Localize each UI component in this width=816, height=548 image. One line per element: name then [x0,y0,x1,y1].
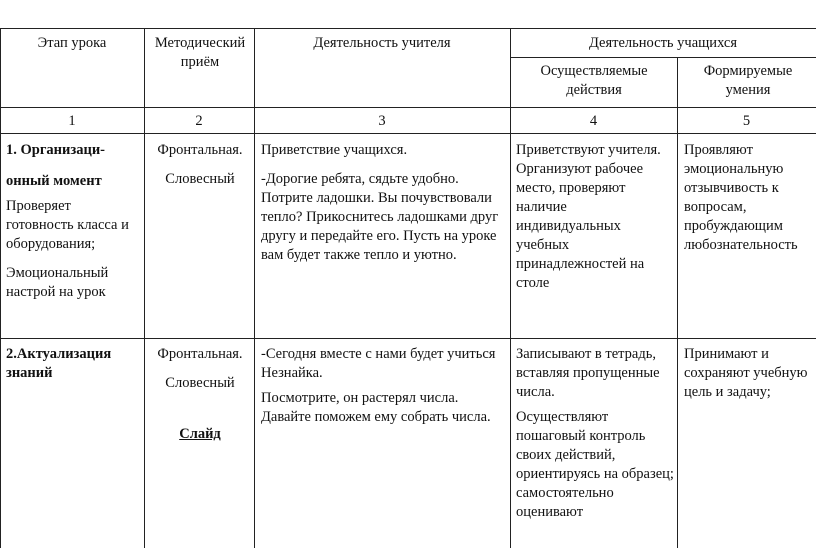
column-number-4: 4 [589,113,598,129]
row2-skills-cell [684,345,815,402]
row1-stage-text2: Эмоциональный настрой на урок [6,265,109,300]
table-divider-numbers-top [0,107,816,108]
row2-method-slide: Слайд [179,426,221,442]
header-method: Методический приём [154,35,246,70]
row2-method-line1: Фронтальная. [157,346,243,362]
table-divider-row2 [0,338,816,339]
table-divider-numbers-bottom [0,133,816,134]
row2-method-line2: Словесный [165,375,235,391]
row1-stage-cell [6,141,140,302]
row1-stage-text1: Проверяет готовность класса и оборудования; [6,198,129,252]
table-divider-subheader [510,57,816,58]
row1-teacher-text1: Приветствие учащихся. [261,142,408,158]
column-number-2: 2 [195,113,203,129]
column-number-5: 5 [742,113,751,129]
column-divider-1 [144,28,145,548]
row2-actions-text2: Осуществляют пошаговый контроль своих действий, ориентируясь на образец; самостоятельно оценивают [516,409,674,520]
row1-actions-text1: Приветствуют учителя. Организуют рабочее место, проверяют наличие индивидуальных учебных принадлежностей на столе [516,142,661,291]
row2-teacher-text2: Посмотрите, он растерял числа. Давайте поможем ему собрать числа. [261,390,491,425]
row1-teacher-cell [261,141,505,265]
header-skills: Формируемые умения [703,63,793,98]
row2-teacher-cell [261,345,505,427]
row1-skills-cell [684,141,815,255]
row2-teacher-text1: -Сегодня вместе с нами будет учиться Незнайка. [261,346,496,381]
row1-actions-cell [516,141,674,293]
row1-method-line2: Словесный [165,171,235,187]
row2-method-cell [146,345,254,444]
row1-stage-title-line1: 1. Организаци- [6,142,106,158]
row2-stage-title: 2.Актуализация знаний [6,346,112,381]
column-divider-3 [510,28,511,548]
header-teacher: Деятельность учителя [313,35,451,51]
row1-stage-title-line2: онный момент [6,173,102,189]
row2-actions-cell [516,345,674,522]
row2-stage-cell [6,345,140,383]
header-actions: Осуществляемые действия [540,63,648,98]
row1-method-line1: Фронтальная. [157,142,243,158]
row2-skills-text1: Принимают и сохраняют учебную цель и задачу; [684,346,808,400]
header-stage: Этап урока [37,35,107,51]
header-students: Деятельность учащихся [588,35,738,51]
row2-actions-text1: Записывают в тетрадь, вставляя пропущенные числа. [516,346,660,400]
row1-skills-text1: Проявляют эмоциональную отзывчивость к вопросам, пробуждающим любознательность [684,142,798,253]
table-border-left [0,28,1,548]
column-number-1: 1 [68,113,76,129]
row1-teacher-text2: -Дорогие ребята, сядьте удобно. Потрите ладошки. Вы почувствовали тепло? Прикоснитесь ладошками друг другу и передайте его. Пусть на уроке вам будет также тепло и уютно. [261,171,499,263]
column-number-3: 3 [378,113,386,129]
table-border-top [0,28,816,29]
column-divider-2 [254,28,255,548]
row1-method-cell [146,141,254,189]
